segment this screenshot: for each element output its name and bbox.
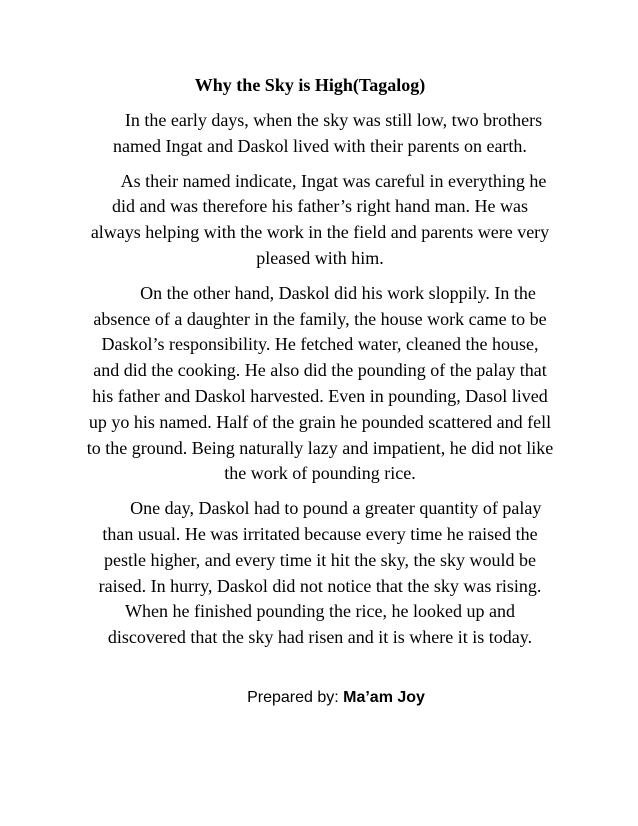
text-line: pleased with him.: [256, 247, 384, 268]
text-line: and did the cooking. He also did the pounding of the palay that: [93, 360, 547, 381]
text-line: One day, Daskol had to pound a greater quantity of palay: [98, 498, 542, 519]
text-line: up yo his named. Half of the grain he pounded scattered and fell: [88, 411, 552, 432]
paragraph-2: [60, 169, 580, 272]
text-line: than usual. He was irritated because every time he raised the: [102, 523, 538, 544]
text-line: raised. In hurry, Daskol did not notice that the sky was rising.: [98, 575, 542, 596]
text-line: When he finished pounding the rice, he looked up and: [125, 601, 515, 622]
text-line: always helping with the work in the field and parents were very: [90, 222, 550, 243]
text-line: absence of a daughter in the family, the house work came to be: [93, 308, 547, 329]
author-name: Ma’am Joy: [343, 689, 425, 706]
text-line: discovered that the sky had risen and it is where it is today.: [107, 627, 533, 648]
text-line: his father and Daskol harvested. Even in pounding, Dasol lived: [92, 385, 548, 406]
paragraph-3: [60, 281, 580, 487]
document-title: Why the Sky is High(Tagalog): [194, 75, 426, 95]
text-line: As their named indicate, Ingat was careful in everything he: [93, 170, 547, 191]
prepared-by-label: Prepared by:: [247, 689, 344, 706]
story-body: [60, 108, 580, 660]
text-line: did and was therefore his father’s right hand man. He was: [111, 196, 529, 217]
paragraph-4: [60, 496, 580, 651]
text-line: On the other hand, Daskol did his work sloppily. In the: [104, 282, 536, 303]
text-line: In the early days, when the sky was still low, two brothers: [97, 110, 543, 130]
text-line: to the ground. Being naturally lazy and impatient, he did not like: [86, 437, 554, 458]
text-line: Daskol’s responsibility. He fetched water, cleaned the house,: [101, 334, 539, 355]
paragraph-1: [60, 108, 580, 160]
text-line: pestle higher, and every time it hit the sky, the sky would be: [103, 549, 537, 570]
text-line: named Ingat and Daskol lived with their parents on earth.: [113, 135, 527, 156]
prepared-by: [0, 687, 638, 709]
text-line: the work of pounding rice.: [224, 463, 416, 484]
